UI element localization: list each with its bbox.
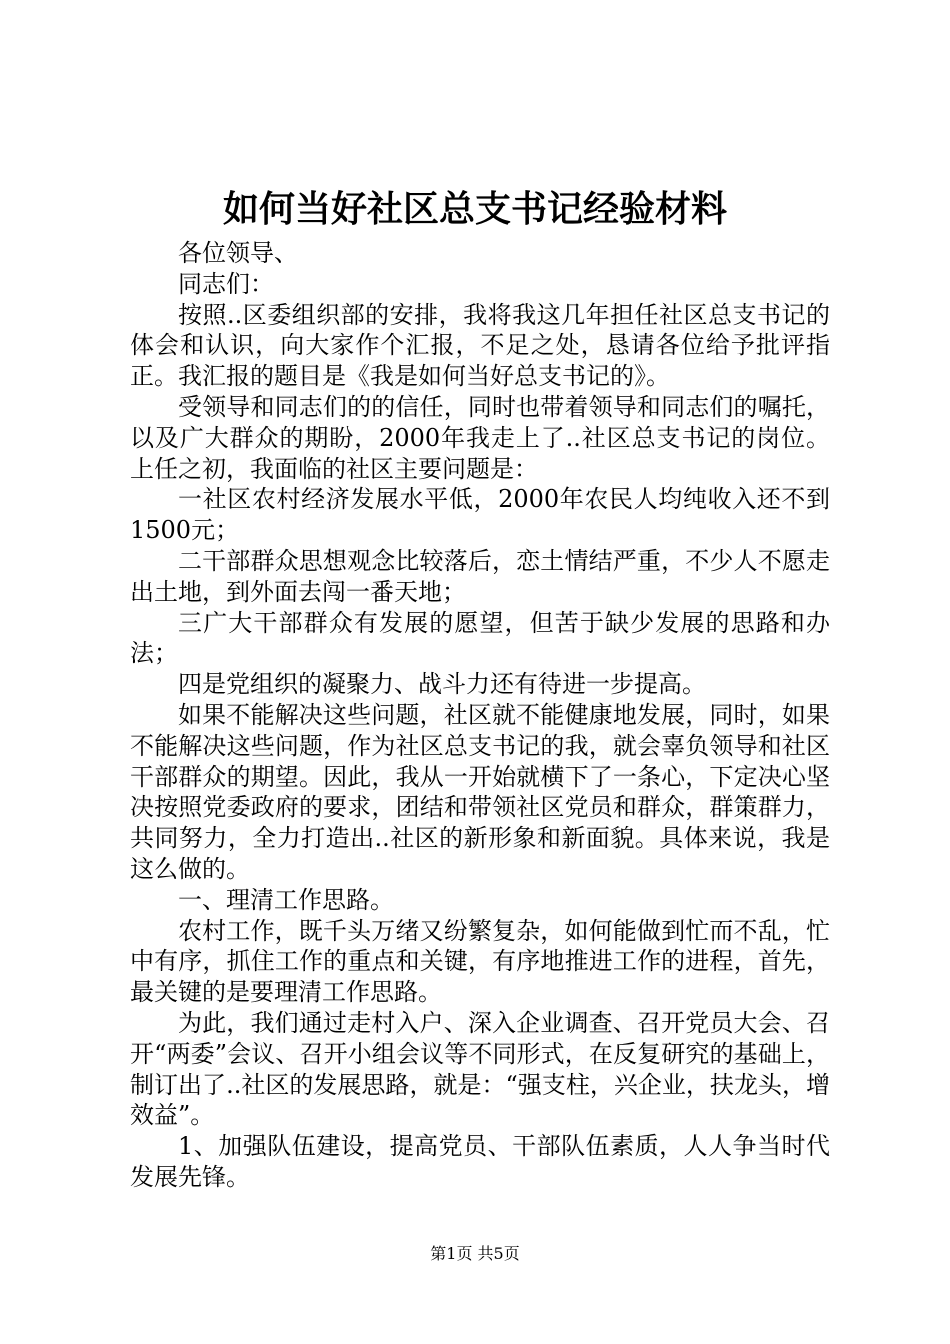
document-title: 如何当好社区总支书记经验材料 [222,188,727,230]
body-paragraph: 如果不能解决这些问题，社区就不能健康地发展，同时，如果不能解决这些问题，作为社区总支书记的我，就会辜负领导和社区干部群众的期望。因此，我从一开始就横下了一条心，下定决心坚决按照党委政府的要求，团结和带领社区党员和群众，群策群力，共同努力，全力打造出..社区的新形象和新面貌。具体来说，我是这么做的。 [130,700,830,883]
section-heading: 一、理清工作思路。 [178,885,394,914]
greeting-line: 同志们： [178,269,274,298]
document-body [130,238,830,1193]
body-paragraph: 四是党组织的凝聚力、战斗力还有待进一步提高。 [178,670,706,699]
body-paragraph: 为此，我们通过走村入户、深入企业调查、召开党员大会、召开“两委”会议、召开小组会议等不同形式，在反复研究的基础上，制订出了..社区的发展思路，就是：“强支柱，兴企业，扶龙头，增效益”。 [130,1008,830,1130]
body-paragraph: 农村工作，既千头万绪又纷繁复杂，如何能做到忙而不乱，忙中有序，抓住工作的重点和关键，有序地推进工作的进程，首先，最关键的是要理清工作思路。 [130,916,830,1007]
body-paragraph: 1、加强队伍建设，提高党员、干部队伍素质，人人争当时代发展先锋。 [130,1132,830,1191]
body-paragraph: 受领导和同志们的的信任，同时也带着领导和同志们的嘱托，以及广大群众的期盼，2000年我走上了..社区总支书记的岗位。上任之初，我面临的社区主要问题是： [130,392,830,483]
greeting-line: 各位领导、 [178,239,298,267]
body-paragraph: 二干部群众思想观念比较落后，恋土情结严重，不少人不愿走出土地，到外面去闯一番天地； [130,546,830,606]
body-paragraph: 三广大干部群众有发展的愿望，但苦于缺少发展的思路和办法； [130,608,830,668]
body-paragraph: 一社区农村经济发展水平低，2000年农民人均纯收入还不到1500元； [130,485,830,545]
body-paragraph: 按照..区委组织部的安排，我将我这几年担任社区总支书记的体会和认识，向大家作个汇报，不足之处，恳请各位给予批评指正。我汇报的题目是《我是如何当好总支书记的》。 [130,300,830,391]
page-number-footer: 第1页 共5页 [430,1244,520,1263]
